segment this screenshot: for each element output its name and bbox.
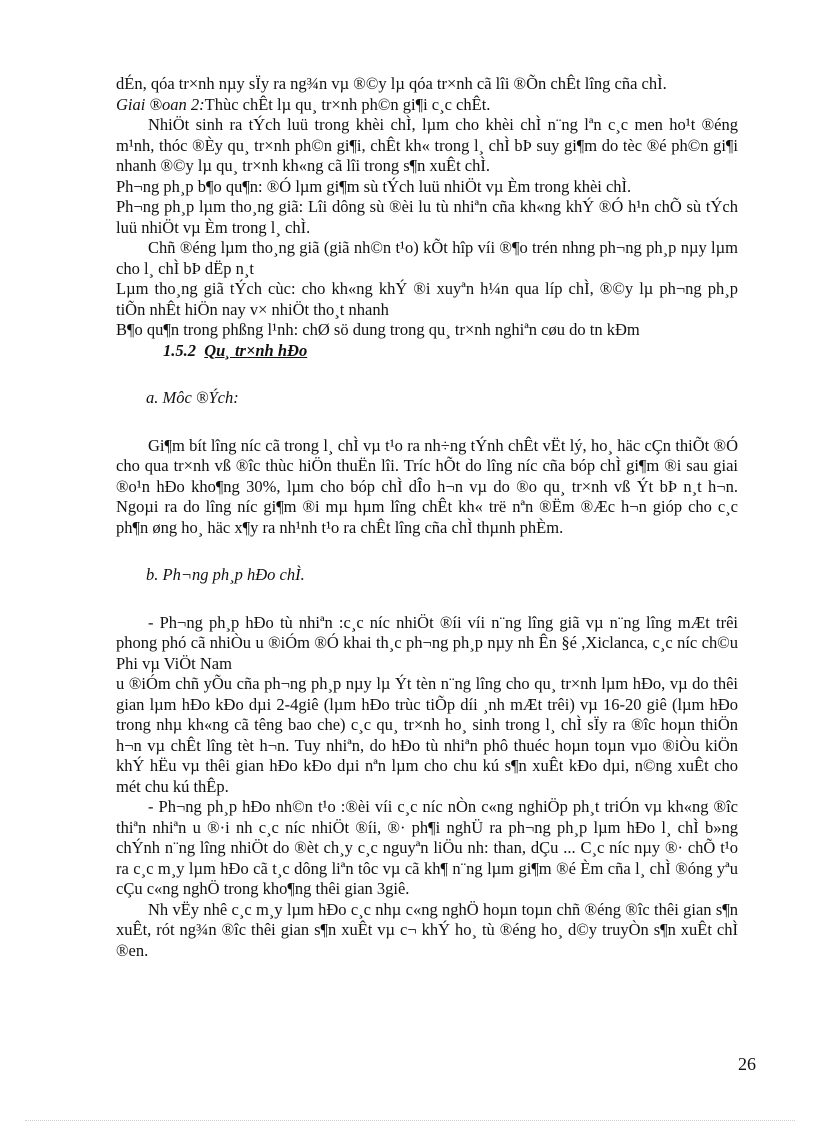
- paragraph: Chñ ®éng lµm tho¸ng giã (giã nh©n t¹o) kÕt hîp víi ®¶o trén nhng ph¬ng ph¸p nµy lµm cho l¸ chÌ bÞ dËp n¸t: [116, 238, 738, 278]
- page-divider: [25, 1120, 795, 1121]
- paragraph: NhiÖt sinh ra tÝch luü trong khèi chÌ, lµm cho khèi chÌ n¨ng lªn c¸c men ho¹t ®éng m¹nh, thóc ®Èy qu¸ tr×nh ph©n gi¶i, chÊt kh« trong l¸ chÌ bÞ suy gi¶m do tèc ®é ph©n gi¶i nhanh ®©y lµ qu¸ tr×nh kh«ng cã lîi trong s¶n xuÊt chÌ.: [116, 115, 738, 175]
- paragraph: - Ph¬ng ph¸p hÐo tù nhiªn :c¸c níc nhiÖt ®íi víi n¨ng lîng giã vµ n¨ng lîng mÆt trêi phong phó cã nhiÒu u ®iÓm ®Ó khai th¸c ph¬ng ph¸p nµy nh Ên §é ,Xiclanca, c¸c níc ch©u Phi vµ ViÖt Nam: [116, 612, 738, 673]
- paragraph: Nh vËy nhê c¸c m¸y lµm hÐo c¸c nhµ c«ng nghÖ hoµn toµn chñ ®éng ®îc thêi gian s¶n xuÊt, rót ng¾n ®îc thêi gian s¶n xuÊt vµ c¬ khÝ ho¸ tù ®éng ho¸ d©y truyÒn s¶n xuÊt chÌ ®en.: [116, 899, 738, 960]
- stage-2-line: [116, 95, 738, 116]
- paragraph: Lµm tho¸ng giã tÝch cùc: cho kh«ng khÝ ®i xuyªn h¼n qua líp chÌ, ®©y lµ ph¬ng ph¸p tiÕn nhÊt hiÖn nay v× nhiÖt tho¸t nhanh: [116, 279, 738, 319]
- subheading-b: b. Ph¬ng ph¸p hÐo chÌ.: [146, 565, 305, 584]
- section-title: Qu¸ tr×nh hÐo: [204, 340, 308, 360]
- subheading-a: a. Môc ®Ých:: [146, 388, 239, 407]
- paragraph: Gi¶m bít lîng níc cã trong l¸ chÌ vµ t¹o ra nh÷ng tÝnh chÊt vËt lý, ho¸ häc cÇn thiÕt ®Ó cho qua tr×nh vß ®îc thùc hiÖn thuËn lîi. Tríc hÕt do lîng níc cña bóp chÌ gi¶m ®i sau giai ®o¹n hÐo kho¶ng 30%, lµm cho bóp chÌ dÎo h¬n vµ do ®o qu¸ tr×nh vß Ýt bÞ n¸t h¬n. Ngoµi ra do lîng níc gi¶m ®i mµ hµm lîng chÊt kh« trë nªn ®Ëm ®Æc h¬n gióp cho c¸c ph¶n øng ho¸ häc x¶y ra nh¹nh t¹o ra chÊt lîng cña chÌ thµnh phÈm.: [116, 435, 738, 537]
- paragraph: dÉn, qóa tr×nh nµy sÏy ra ng¾n vµ ®©y lµ qóa tr×nh cã lîi ®Õn chÊt lîng cña chÌ.: [116, 74, 667, 93]
- paragraph: Ph¬ng ph¸p b¶o qu¶n: ®Ó lµm gi¶m sù tÝch luü nhiÖt vµ Èm trong khèi chÌ.: [116, 176, 632, 196]
- page-number: 26: [738, 1054, 756, 1074]
- stage-2-text: Thùc chÊt lµ qu¸ tr×nh ph©n gi¶i c¸c chÊt.: [204, 94, 491, 114]
- paragraph: - Ph¬ng ph¸p hÐo nh©n t¹o :®èi víi c¸c níc nÒn c«ng nghiÖp ph¸t triÓn vµ kh«ng ®îc thiªn nhiªn u ®·i nh c¸c níc nhiÖt ®íi, ®· ph¶i nghÜ ra ph¬ng ph¸p lµm hÐo l¸ chÌ b»ng chÝnh n¨ng lîng nhiÖt do ®èt ch¸y c¸c nguyªn liÖu nh: than, dÇu ... C¸c níc nµy ®· chÕ t¹o ra c¸c m¸y lµm hÐo cã t¸c dông liªn tôc vµ cã kh¶ n¨ng lµm gi¶m ®é Èm cña l¸ chÌ ®óng yªu cÇu c«ng nghÖ trong kho¶ng thêi gian 3giê.: [116, 797, 738, 898]
- page-body: [116, 74, 738, 961]
- stage-2-label: Giai ®oan 2:: [116, 94, 205, 114]
- paragraph: u ®iÓm chñ yÕu cña ph¬ng ph¸p nµy lµ Ýt tèn n¨ng lîng cho qu¸ tr×nh lµm hÐo, vµ do thêi gian lµm hÐo kÐo dµi 2-4giê (lµm hÐo trùc tiÕp díi ¸nh mÆt trêi) vµ 16-20 giê (lµm hÐo trong nhµ kh«ng cã têng bao che) c¸c qu¸ tr×nh ho¸ sinh trong l¸ chÌ sÏy ra ®îc hoµn thiÖn h¬n vµ chÊt lîng tèt h¬n. Tuy nhiªn, do hÐo tù nhiªn phô thuéc hoµn toµn vµo ®iÒu kiÖn khÝ hËu vµ thêi gian hÐo kÐo dµi nªn lµm cho chu kú s¶n xuÊt kÐo dµi, n©ng xuÊt cho mét chu kú thÊp.: [116, 674, 738, 796]
- paragraph: Ph¬ng ph¸p lµm tho¸ng giã: Lîi dông sù ®èi lu tù nhiªn cña kh«ng khÝ ®Ó h¹n chÕ sù tÝch luü nhiÖt vµ Èm trong l¸ chÌ.: [116, 197, 738, 237]
- section-number: 1.5.2: [163, 340, 196, 360]
- section-heading: [116, 341, 738, 362]
- paragraph: B¶o qu¶n trong phßng l¹nh: chØ sö dung trong qu¸ tr×nh nghiªn cøu do tn kÐm: [116, 320, 640, 339]
